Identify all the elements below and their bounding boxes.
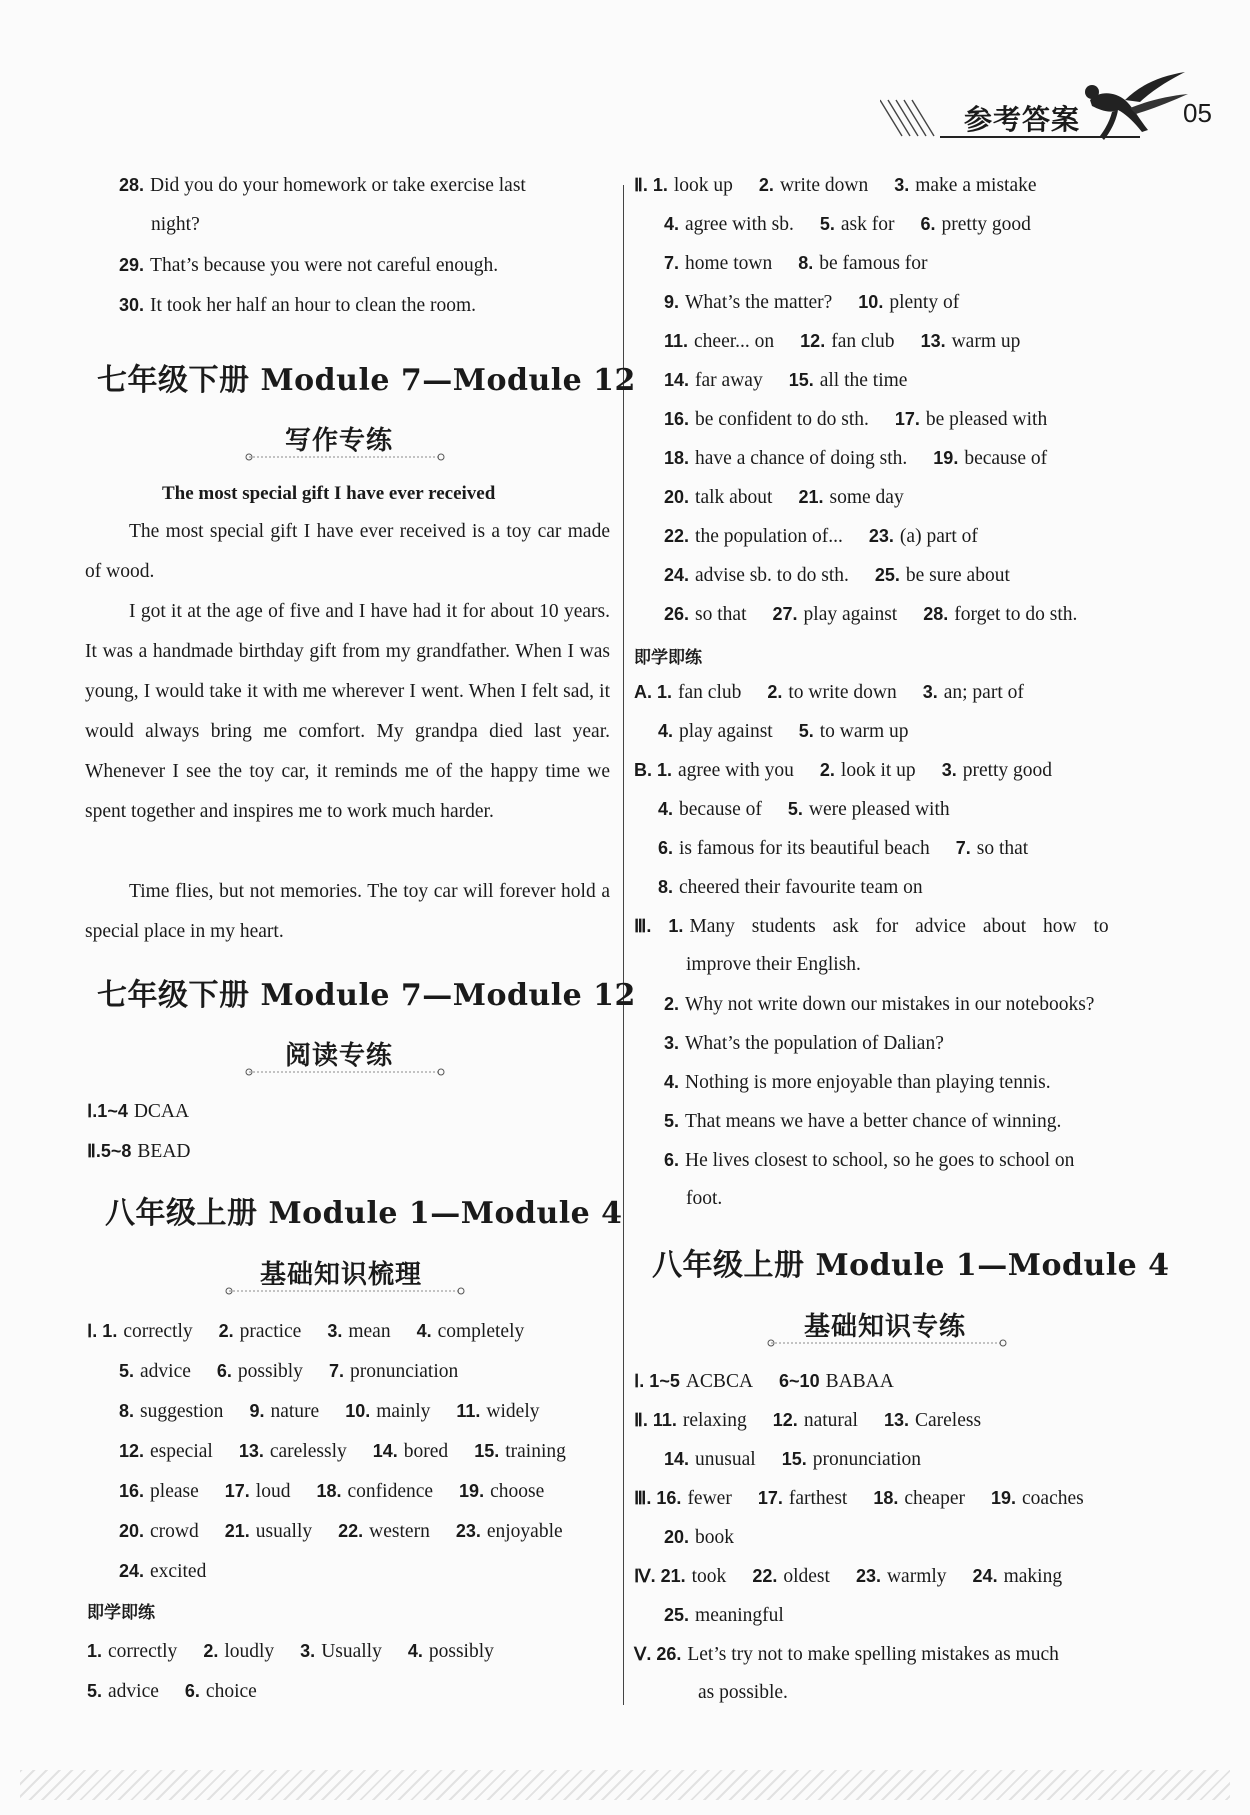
practice-heading: 即学即练 — [634, 648, 702, 668]
list-item: Ⅱ. 1. look up 2. write down 3. make a mistake — [634, 175, 1037, 196]
list-item: B. 1. agree with you 2. look it up 3. pretty good — [634, 760, 1053, 781]
list-item: 16. be confident to do sth. 17. be pleased with — [664, 409, 1048, 430]
list-item: Ⅴ. 26. Let’s try not to make spelling mistakes as much — [634, 1644, 1059, 1665]
essay-paragraph: Time flies, but not memories. The toy car will forever hold a special place in my heart. — [85, 881, 610, 942]
list-item: 8. suggestion 9. nature 10. mainly 11. widely — [119, 1401, 540, 1422]
runner-icon — [1070, 70, 1190, 150]
list-item: 22. the population of... 23. (a) part of — [664, 526, 978, 547]
list-item: 4. because of 5. were pleased with — [658, 799, 950, 820]
list-item: 6. is famous for its beautiful beach 7. so that — [658, 838, 1029, 859]
list-item: Ⅲ. 1. Many students ask for advice about how to — [634, 916, 1109, 937]
section-subtitle: 阅读专练 — [285, 1041, 394, 1071]
section-title: 七年级下册 Module 7—Module 12 — [97, 978, 636, 1013]
list-item: 26. so that 27. play against 28. forget to do sth. — [664, 604, 1078, 625]
essay-paragraph: The most special gift I have ever received is a toy car made of wood. — [85, 521, 610, 582]
list-item: 14. unusual 15. pronunciation — [664, 1449, 922, 1470]
list-item: 25. meaningful — [664, 1605, 784, 1626]
list-item: 20. talk about 21. some day — [664, 487, 904, 508]
subtitle-underline-icon — [767, 1338, 1007, 1348]
list-item: 24. excited — [119, 1561, 207, 1582]
section-subtitle: 基础知识专练 — [804, 1312, 967, 1342]
list-item: A. 1. fan club 2. to write down 3. an; part of — [634, 682, 1024, 703]
list-item: Ⅰ. 1~5 ACBCA 6~10 BABAA — [634, 1371, 894, 1392]
list-item: Ⅱ. 11. relaxing 12. natural 13. Careless — [634, 1410, 982, 1431]
list-item: 12. especial 13. carelessly 14. bored 15. training — [119, 1441, 566, 1462]
list-item: 28. Did you do your homework or take exercise last — [119, 175, 526, 196]
list-item: 3. What’s the population of Dalian? — [664, 1033, 944, 1054]
list-item: Ⅰ. 1. correctly 2. practice 3. mean 4. completely — [87, 1321, 525, 1342]
list-item: 30. It took her half an hour to clean the room. — [119, 295, 477, 316]
list-item: 24. advise sb. to do sth. 25. be sure about — [664, 565, 1010, 586]
section-title: 七年级下册 Module 7—Module 12 — [97, 363, 636, 398]
subtitle-underline-icon — [245, 452, 445, 462]
footer-pattern — [20, 1770, 1230, 1800]
page-number: 05 — [1183, 98, 1212, 128]
page-header — [880, 70, 1210, 160]
list-item: 6. He lives closest to school, so he goes to school on — [664, 1150, 1075, 1171]
subtitle-underline-icon — [245, 1067, 445, 1077]
header-title: 参考答案 — [964, 103, 1081, 136]
list-item: as possible. — [698, 1682, 788, 1703]
list-item: 2. Why not write down our mistakes in our notebooks? — [664, 994, 1095, 1015]
list-item: 5. advice 6. possibly 7. pronunciation — [119, 1361, 459, 1382]
section-subtitle: 基础知识梳理 — [260, 1260, 423, 1290]
list-item: Ⅱ.5~8 BEAD — [87, 1141, 191, 1162]
list-item: 16. please 17. loud 18. confidence 19. choose — [119, 1481, 545, 1502]
list-item: 20. book — [664, 1527, 735, 1548]
list-item: improve their English. — [686, 954, 861, 975]
section-title: 八年级上册 Module 1—Module 4 — [652, 1248, 1170, 1283]
list-item: 9. What’s the matter? 10. plenty of — [664, 292, 960, 313]
list-item: 4. Nothing is more enjoyable than playing tennis. — [664, 1072, 1051, 1093]
list-item: 4. play against 5. to warm up — [658, 721, 909, 742]
list-item: 20. crowd 21. usually 22. western 23. enjoyable — [119, 1521, 563, 1542]
list-item: 5. That means we have a better chance of winning. — [664, 1111, 1062, 1132]
practice-heading: 即学即练 — [87, 1603, 155, 1623]
essay-title: The most special gift I have ever received — [162, 483, 496, 504]
list-item: 14. far away 15. all the time — [664, 370, 908, 391]
essay-paragraph: I got it at the age of five and I have had it for about 10 years. It was a handmade birthday gift from my grandfather. When I was young, I would take it with me wherever I went. When I felt sad, it would always bring me comfort. My grandpa died last year. Whenever I see the toy car, it reminds me of the happy time we spent together and inspires me to work much harder. — [85, 601, 610, 822]
subtitle-underline-icon — [225, 1286, 465, 1296]
list-item: Ⅰ.1~4 DCAA — [87, 1101, 190, 1122]
list-item: 29. That’s because you were not careful enough. — [119, 255, 499, 276]
list-item: night? — [151, 214, 200, 235]
list-item: 8. cheered their favourite team on — [658, 877, 923, 898]
list-item: 7. home town 8. be famous for — [664, 253, 928, 274]
list-item: Ⅲ. 16. fewer 17. farthest 18. cheaper 19. coaches — [634, 1488, 1084, 1509]
list-item: 1. correctly 2. loudly 3. Usually 4. possibly — [87, 1641, 494, 1662]
list-item: foot. — [686, 1188, 723, 1209]
column-divider — [623, 185, 624, 1705]
header-stripes-icon — [880, 98, 950, 138]
list-item: 5. advice 6. choice — [87, 1681, 257, 1702]
section-title: 八年级上册 Module 1—Module 4 — [105, 1196, 623, 1231]
list-item: 11. cheer... on 12. fan club 13. warm up — [664, 331, 1021, 352]
list-item: 4. agree with sb. 5. ask for 6. pretty good — [664, 214, 1031, 235]
section-subtitle: 写作专练 — [285, 426, 394, 456]
list-item: Ⅳ. 21. took 22. oldest 23. warmly 24. making — [634, 1566, 1063, 1587]
list-item: 18. have a chance of doing sth. 19. because of — [664, 448, 1048, 469]
